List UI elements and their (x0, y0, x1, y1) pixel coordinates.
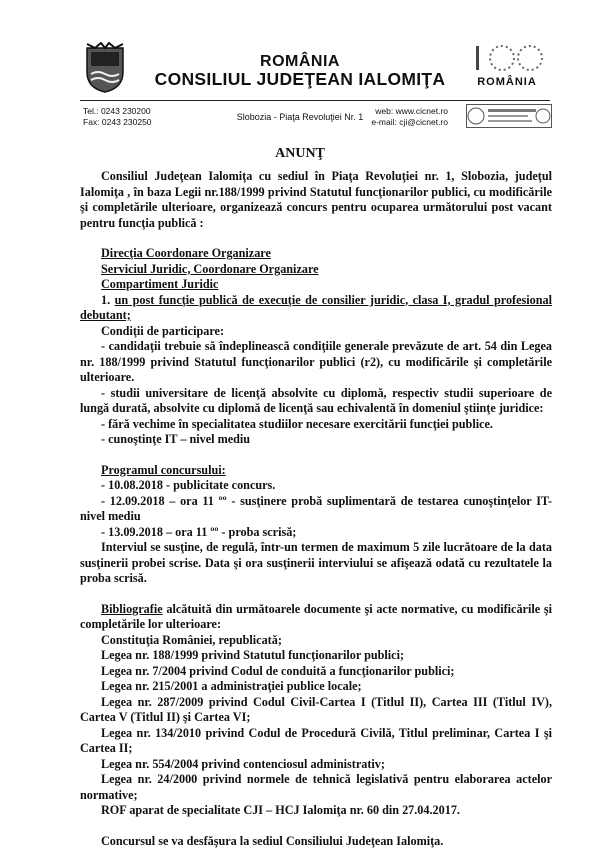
condition-item: - studii universitare de licenţă absolvite cu diplomă, respectiv studii superioare de lungă durată, absolvite cu diplomă de licenţă sau echivalentă în domeniul ştiinţe juridice: (80, 386, 552, 417)
bibliography-item: Legea nr. 287/2009 privind Codul Civil-Cartea I (Titlul II), Cartea III (Titlul IV), Cartea V (Titlul II) şi Cartea VI; (80, 695, 552, 726)
program-item: - 12.09.2018 – ora 11 ºº - susţinere probă suplimentară de testarea cunoştinţelor IT- nivel mediu (80, 494, 552, 525)
bibliography-item: Legea nr. 554/2004 privind contenciosul administrativ; (80, 757, 552, 773)
bibliography-item: Legea nr. 188/1999 privind Statutul funcţionarilor publici; (80, 648, 552, 664)
country-name: ROMÂNIA (0, 53, 600, 71)
program-heading: Programul concursului: (80, 463, 552, 479)
closing-paragraph: Concursul se va desfăşura la sediul Consiliului Judeţean Ialomiţa. (80, 834, 552, 849)
condition-item: - candidaţii trebuie să îndeplinească condiţiile generale prevăzute de art. 54 din Legea nr. 188/1999 privind Statutul funcţionarilor publici (r2), cu modificările şi completările ulterioare. (80, 339, 552, 386)
certification-badge-icon (466, 104, 552, 128)
email: e-mail: cji@cicnet.ro (350, 117, 448, 128)
bibliography-item: ROF aparat de specialitate CJI – HCJ Ialomiţa nr. 60 din 27.04.2017. (80, 803, 552, 819)
letterhead (0, 0, 600, 130)
bibliography-heading: Bibliografie (101, 602, 163, 616)
condition-item: - cunoştinţe IT – nivel mediu (80, 432, 552, 448)
bibliography-item: Legea nr. 7/2004 privind Codul de conduită a funcţionarilor publici; (80, 664, 552, 680)
bibliography-list (80, 633, 552, 819)
program-item: - 10.08.2018 - publicitate concurs. (80, 478, 552, 494)
direction-name: Direcţia Coordonare Organizare (80, 246, 552, 262)
service-name: Serviciul Juridic, Coordonare Organizare (80, 262, 552, 278)
condition-item: - fără vechime în specialitatea studiilor necesare exercitării funcţiei publice. (80, 417, 552, 433)
web-contact (350, 106, 448, 128)
header-divider (80, 100, 550, 101)
bibliography-heading-rest: alcătuită din următoarele documente şi acte normative, cu modificările şi completările lor ulterioare: (80, 602, 552, 632)
centenar-label: ROMÂNIA (462, 76, 552, 88)
announcement-body (80, 169, 552, 849)
post-description: un post funcţie publică de execuţie de consilier juridic, clasa I, gradul profesional debutant; (80, 293, 552, 323)
post-number: 1. (101, 293, 110, 307)
interview-paragraph: Interviul se susţine, de regulă, într-un termen de maximum 5 zile lucrătoare de la data susţinerii probei scrise. Data şi ora susţinerii interviului se afişează odată cu rezultatele la proba scrisă. (80, 540, 552, 587)
conditions-heading: Condiţii de participare: (80, 324, 552, 340)
institution-name: CONSILIUL JUDEŢEAN IALOMIŢA (0, 69, 600, 90)
program-item: - 13.09.2018 – ora 11 ºº - proba scrisă; (80, 525, 552, 541)
compartment-name: Compartiment Juridic (80, 277, 552, 293)
page-title: ANUNŢ (0, 146, 600, 162)
bibliography-item: Legea nr. 215/2001 a administraţiei publice locale; (80, 679, 552, 695)
bibliography-item: Legea nr. 24/2000 privind normele de tehnică legislativă pentru elaborarea actelor normative; (80, 772, 552, 803)
vacant-post (80, 293, 552, 324)
bibliography-item: Legea nr. 134/2010 privind Codul de Procedură Civilă, Titlul preliminar, Cartea I şi Cartea II; (80, 726, 552, 757)
website: web: www.cicnet.ro (350, 106, 448, 117)
fax-number: Fax: 0243 230250 (83, 117, 152, 128)
intro-paragraph: Consiliul Judeţean Ialomiţa cu sediul în Piaţa Revoluţiei nr. 1, Slobozia, judeţul Ialomiţa , în baza Legii nr.188/1999 privind Statutul funcţionarilor publici, cu modificările şi completările ulterioare, organizează concurs pentru ocuparea următorului post vacant pentru funcţia publică : (80, 169, 552, 231)
bibliography-item: Constituţia României, republicată; (80, 633, 552, 649)
phone-number: Tel.: 0243 230200 (83, 106, 152, 117)
address: Slobozia - Piaţa Revoluţiei Nr. 1 (0, 112, 600, 123)
bibliography-intro (80, 602, 552, 633)
